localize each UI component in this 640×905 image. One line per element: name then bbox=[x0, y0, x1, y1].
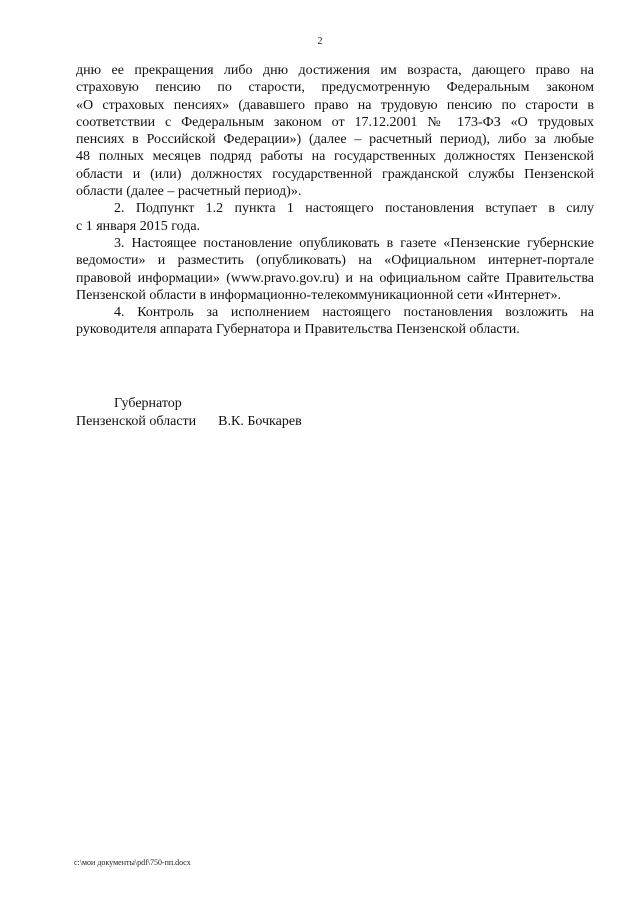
text-line: с 1 января 2015 года. bbox=[76, 218, 201, 234]
text-line: соответствии с Федеральным законом от 17.12.2001 № 173-ФЗ «О трудовых bbox=[76, 114, 594, 130]
footer-file-path: c:\мои документы\pdf\750-пп.docx bbox=[74, 858, 191, 867]
text-line: правовой информации» (www.pravo.gov.ru) и на официальном сайте Правительства bbox=[76, 270, 594, 286]
text-line: «О страховых пенсиях» (дававшего право на трудовую пенсию по старости в bbox=[76, 97, 594, 113]
text-line: 48 полных месяцев подряд работы на государственных должностях Пензенской bbox=[76, 149, 594, 165]
text-line: страховую пенсию по старости, предусмотренную Федеральным законом bbox=[76, 80, 594, 96]
body-text bbox=[76, 62, 594, 339]
text-line: 2. Подпункт 1.2 пункта 1 настоящего постановления вступает в силу bbox=[114, 201, 594, 217]
text-line: пенсиях в Российской Федерации») (далее – расчетный период), либо за любые bbox=[76, 132, 594, 148]
signature-title: Губернатор bbox=[114, 396, 182, 411]
signature-row bbox=[76, 413, 302, 431]
text-line: дню ее прекращения либо дню достижения им возраста, дающего право на bbox=[76, 63, 594, 78]
text-line: Пензенской области в информационно-телекоммуникационной сети «Интернет». bbox=[76, 287, 562, 303]
signature-region: Пензенской области bbox=[76, 414, 197, 429]
text-line: руководителя аппарата Губернатора и Правительства Пензенской области. bbox=[76, 322, 520, 338]
text-line: области и (или) должностях государственной гражданской службы Пензенской bbox=[76, 166, 594, 182]
page-number: 2 bbox=[317, 36, 323, 47]
signature-name: В.К. Бочкарев bbox=[218, 414, 302, 429]
text-line: 3. Настоящее постановление опубликовать в газете «Пензенские губернские bbox=[114, 235, 594, 251]
text-line: ведомости» и разместить (опубликовать) на «Официальном интернет-портале bbox=[76, 253, 594, 269]
signature-block bbox=[76, 395, 302, 431]
text-line: области (далее – расчетный период)». bbox=[76, 184, 302, 200]
text-line: 4. Контроль за исполнением настоящего постановления возложить на bbox=[114, 305, 594, 321]
